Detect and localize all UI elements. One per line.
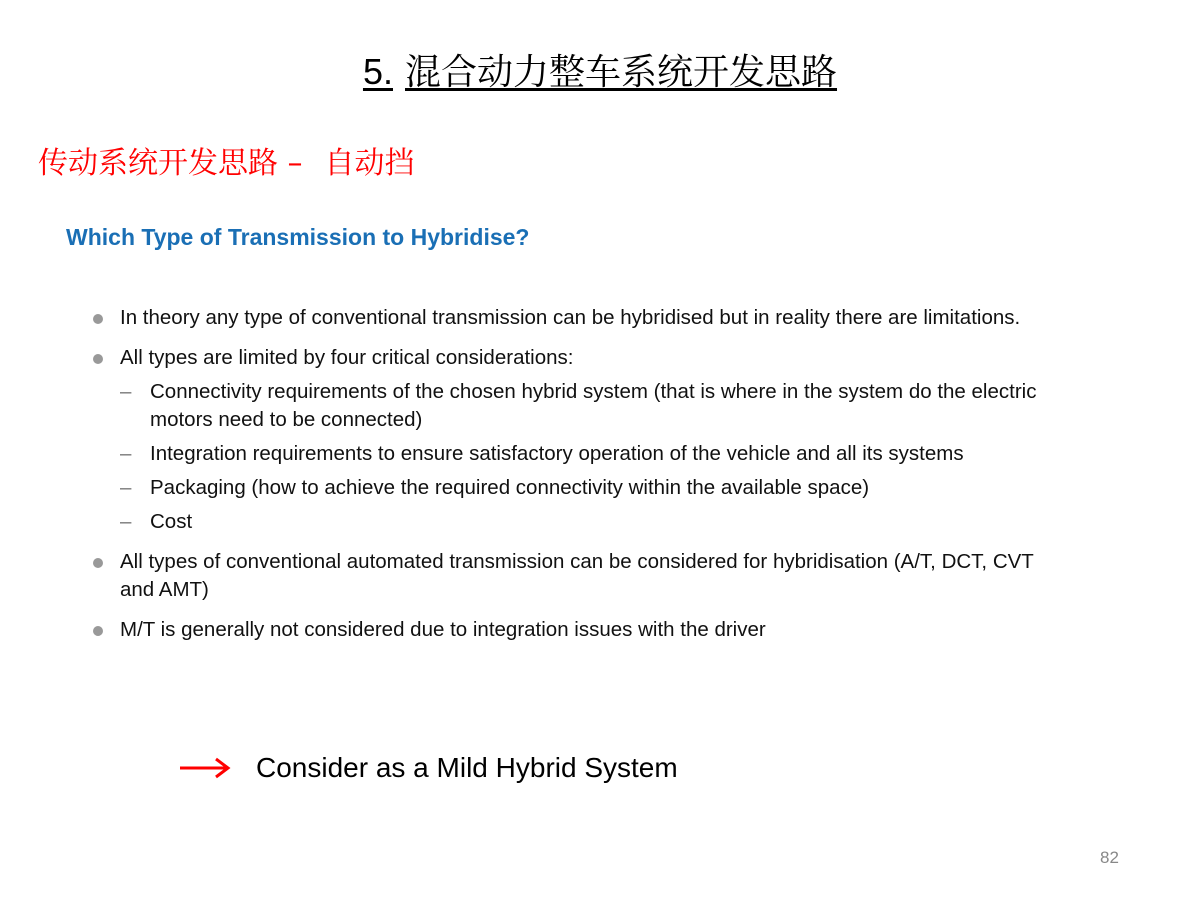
sub-bullet-list: [120, 378, 1066, 536]
section-subtitle-tail: 自动挡: [324, 146, 415, 181]
content-heading: Which Type of Transmission to Hybridise?: [66, 224, 530, 250]
bullet-text: All types are limited by four critical considerations:: [120, 346, 574, 369]
dash-icon: –: [120, 380, 132, 403]
bullet-text: M/T is generally not considered due to integration issues with the driver: [120, 618, 766, 641]
section-subtitle-main: 传动系统开发思路 –: [38, 146, 303, 181]
bullet-item: [86, 304, 1066, 332]
bullet-dot-icon: [93, 626, 103, 636]
bullet-item: [86, 344, 1066, 536]
slide-title: [0, 48, 1200, 96]
bullet-item: [86, 616, 1066, 644]
conclusion-text: Consider as a Mild Hybrid System: [256, 752, 678, 783]
bullet-dot-icon: [93, 558, 103, 568]
sub-bullet-item: [86, 440, 1066, 468]
dash-icon: –: [120, 476, 132, 499]
slide-title-label: 混合动力整车系统开发思路: [405, 51, 838, 92]
bullet-dot-icon: [93, 354, 103, 364]
sub-bullet-item: [86, 378, 1066, 434]
slide-title-text: [363, 51, 837, 92]
bullet-list: [86, 304, 1066, 656]
sub-bullet-item: [86, 508, 1066, 536]
page-number: 82: [1100, 848, 1119, 867]
sub-bullet-text: Connectivity requirements of the chosen hybrid system (that is where in the system do the electric motors need to be connected): [150, 380, 1037, 431]
bullet-item: [86, 548, 1066, 604]
sub-bullet-text: Cost: [150, 510, 193, 533]
dash-icon: –: [120, 510, 132, 533]
dash-icon: –: [120, 442, 132, 465]
sub-bullet-text: Integration requirements to ensure satisfactory operation of the vehicle and all its systems: [150, 442, 964, 465]
right-arrow-icon: [178, 753, 232, 783]
bullet-dot-icon: [93, 314, 103, 324]
bullet-text: All types of conventional automated transmission can be considered for hybridisation (A/T, DCT, CVT and AMT): [120, 550, 1034, 601]
conclusion-row: [178, 748, 678, 788]
slide-title-number: 5.: [362, 51, 393, 92]
sub-bullet-item: [86, 474, 1066, 502]
bullet-text: In theory any type of conventional transmission can be hybridised but in reality there are limitations.: [120, 306, 1021, 329]
sub-bullet-text: Packaging (how to achieve the required connectivity within the available space): [150, 476, 870, 499]
section-subtitle: [38, 144, 415, 184]
